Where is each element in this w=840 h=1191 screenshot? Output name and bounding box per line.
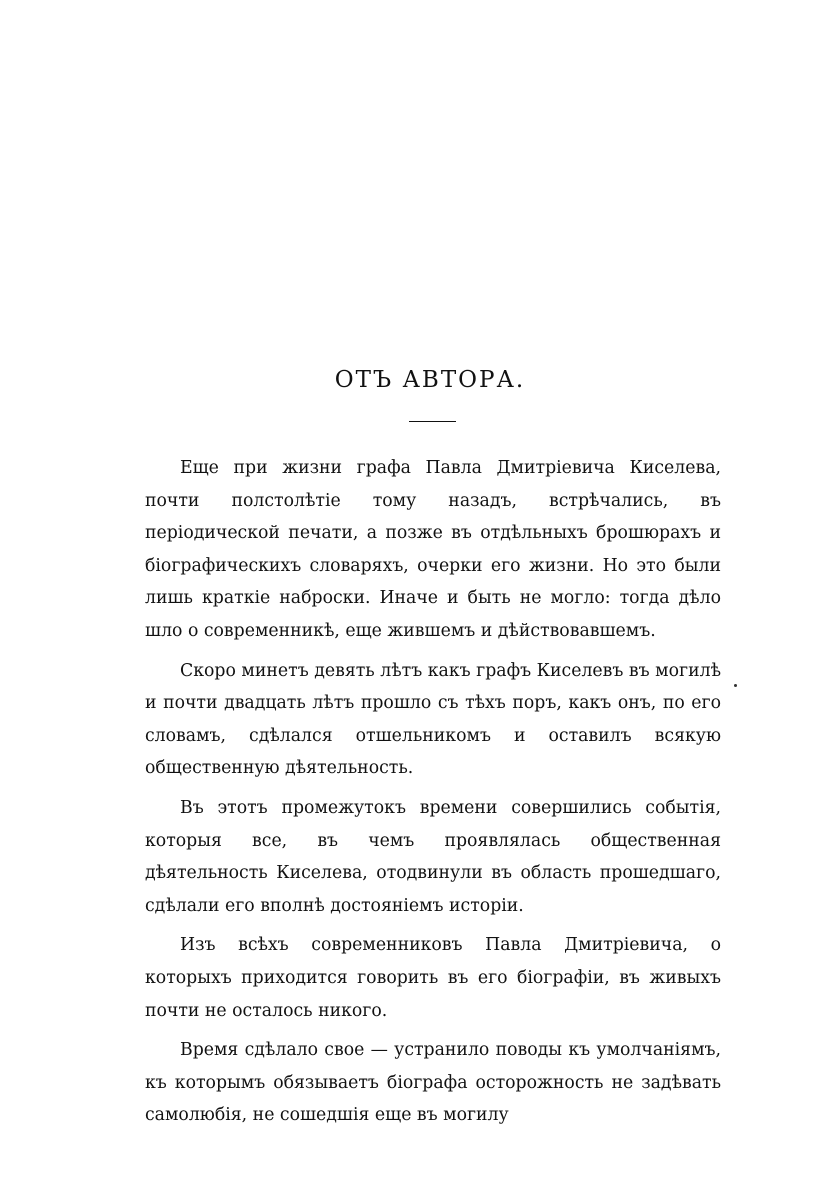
ink-speck: [734, 684, 737, 687]
paragraph-3: Въ этотъ промежутокъ времени совершились событія, которыя все, въ чемъ проявлялась общественная дѣятельность Киселева, отодвинули въ область прошедшаго, сдѣлали его вполнѣ достояніемъ исторіи.: [145, 797, 721, 916]
title-divider: [409, 421, 456, 422]
paragraph-5: Время сдѣлало свое — устранило поводы къ умолчаніямъ, къ которымъ обязываетъ біографа осторожность не задѣвать самолюбія, не сошедшія еще въ могилу: [145, 1040, 721, 1126]
paragraph-4: Изъ всѣхъ современниковъ Павла Дмитріевича, о которыхъ приходится говорить въ его біографіи, въ живыхъ почти не осталось никого.: [145, 935, 721, 1021]
body-text: [145, 452, 721, 1139]
page-title: ОТЪ АВТОРА.: [334, 367, 526, 394]
paragraph-2: Скоро минетъ девять лѣтъ какъ графъ Киселевъ въ могилѣ и почти двадцать лѣтъ прошло съ тѣхъ поръ, какъ онъ, по его словамъ, сдѣлался отшельникомъ и оставилъ всякую общественную дѣятельность.: [145, 660, 721, 779]
paragraph-1: Еще при жизни графа Павла Дмитріевича Киселева, почти полстолѣтіе тому назадъ, встрѣчались, въ періодической печати, а позже въ отдѣльныхъ брошюрахъ и біографическихъ словаряхъ, очерки его жизни. Но это были лишь краткіе наброски. Иначе и быть не могло: тогда дѣло шло о современникѣ, еще жившемъ и дѣйствовавшемъ.: [145, 458, 721, 641]
